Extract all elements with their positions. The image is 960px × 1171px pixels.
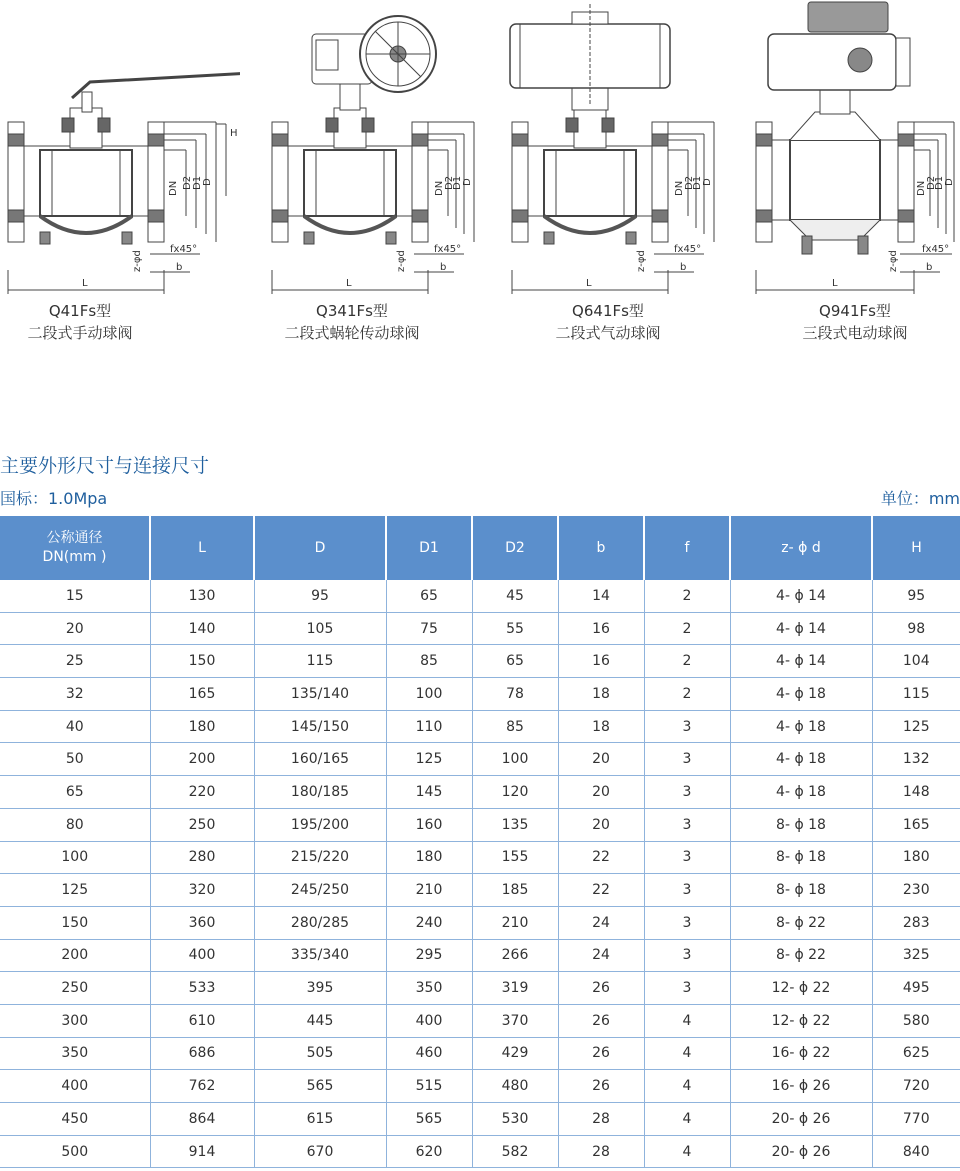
table-cell: 565 xyxy=(386,1103,472,1136)
header-l: L xyxy=(150,516,254,580)
header-d: D xyxy=(254,516,386,580)
table-row xyxy=(0,972,960,1005)
table-cell: 429 xyxy=(472,1037,558,1070)
table-cell: 2 xyxy=(644,580,730,612)
table-cell: 98 xyxy=(872,612,960,645)
dim-bolt-label: z-φd xyxy=(636,250,647,272)
table-cell: 12- ϕ 22 xyxy=(730,1004,872,1037)
valve-model: Q41Fs型 xyxy=(48,302,112,320)
table-cell: 670 xyxy=(254,1135,386,1168)
dim-d-label: D xyxy=(944,178,955,186)
table-cell: 505 xyxy=(254,1037,386,1070)
table-cell: 160/165 xyxy=(254,743,386,776)
table-row xyxy=(0,710,960,743)
dim-dn-label: DN xyxy=(168,180,179,196)
table-cell: 20 xyxy=(558,743,644,776)
dim-dn-label: DN xyxy=(916,180,927,196)
table-cell: 200 xyxy=(0,939,150,972)
table-row xyxy=(0,743,960,776)
table-row xyxy=(0,808,960,841)
table-cell: 2 xyxy=(644,645,730,678)
table-cell: 160 xyxy=(386,808,472,841)
dim-l-label: L xyxy=(586,278,592,289)
table-cell: 300 xyxy=(0,1004,150,1037)
table-cell: 864 xyxy=(150,1103,254,1136)
table-cell: 100 xyxy=(386,678,472,711)
table-cell: 266 xyxy=(472,939,558,972)
table-cell: 20 xyxy=(558,808,644,841)
table-cell: 400 xyxy=(386,1004,472,1037)
table-row xyxy=(0,841,960,874)
table-cell: 3 xyxy=(644,743,730,776)
dim-d-label: D xyxy=(202,178,213,186)
table-cell: 770 xyxy=(872,1103,960,1136)
table-row xyxy=(0,939,960,972)
dim-dn-label: DN xyxy=(674,180,685,196)
dim-bolt-label: z-φd xyxy=(888,250,899,272)
table-cell: 80 xyxy=(0,808,150,841)
table-cell: 65 xyxy=(472,645,558,678)
dim-d-label: D xyxy=(462,178,473,186)
table-cell: 180/185 xyxy=(254,776,386,809)
table-cell: 460 xyxy=(386,1037,472,1070)
table-cell: 8- ϕ 18 xyxy=(730,808,872,841)
valve-name: 二段式气动球阀 xyxy=(555,324,661,342)
dim-chamfer-label: fx45° xyxy=(922,244,950,255)
table-cell: 115 xyxy=(872,678,960,711)
table-cell: 250 xyxy=(150,808,254,841)
table-cell: 495 xyxy=(872,972,960,1005)
table-row xyxy=(0,776,960,809)
dim-b-label: b xyxy=(176,262,183,273)
table-cell: 395 xyxy=(254,972,386,1005)
table-cell: 350 xyxy=(0,1037,150,1070)
valve-caption-1 xyxy=(0,300,200,344)
table-cell: 4 xyxy=(644,1004,730,1037)
dim-l-label: L xyxy=(832,278,838,289)
table-cell: 78 xyxy=(472,678,558,711)
header-dn: 公称通径 DN(mm ) xyxy=(0,516,150,580)
table-cell: 445 xyxy=(254,1004,386,1037)
table-cell: 325 xyxy=(872,939,960,972)
header-b: b xyxy=(558,516,644,580)
table-cell: 140 xyxy=(150,612,254,645)
table-cell: 155 xyxy=(472,841,558,874)
table-cell: 625 xyxy=(872,1037,960,1070)
dim-d2-label: D2 xyxy=(926,175,937,190)
valve-caption-3 xyxy=(488,300,728,344)
dim-d1-label: D1 xyxy=(692,175,703,190)
table-cell: 4- ϕ 18 xyxy=(730,776,872,809)
table-cell: 15 xyxy=(0,580,150,612)
table-cell: 3 xyxy=(644,874,730,907)
table-cell: 4 xyxy=(644,1037,730,1070)
table-cell: 125 xyxy=(0,874,150,907)
table-row xyxy=(0,1004,960,1037)
table-cell: 230 xyxy=(872,874,960,907)
table-row xyxy=(0,874,960,907)
dim-h-label: H xyxy=(230,128,238,139)
dim-d2-label: D2 xyxy=(684,175,695,190)
header-bolts: z- ϕ d xyxy=(730,516,872,580)
table-row xyxy=(0,678,960,711)
table-cell: 26 xyxy=(558,1037,644,1070)
table-cell: 720 xyxy=(872,1070,960,1103)
valve-model: Q641Fs型 xyxy=(572,302,644,320)
table-row xyxy=(0,1037,960,1070)
table-cell: 16 xyxy=(558,612,644,645)
dim-b-label: b xyxy=(926,262,933,273)
dim-b-label: b xyxy=(680,262,687,273)
dim-chamfer-label: fx45° xyxy=(674,244,702,255)
table-cell: 320 xyxy=(150,874,254,907)
table-cell: 4 xyxy=(644,1135,730,1168)
table-cell: 16- ϕ 22 xyxy=(730,1037,872,1070)
table-cell: 3 xyxy=(644,841,730,874)
table-cell: 582 xyxy=(472,1135,558,1168)
table-cell: 533 xyxy=(150,972,254,1005)
table-cell: 16- ϕ 26 xyxy=(730,1070,872,1103)
dim-d1-label: D1 xyxy=(192,175,203,190)
table-cell: 110 xyxy=(386,710,472,743)
table-row xyxy=(0,1135,960,1168)
dim-d2-label: D2 xyxy=(444,175,455,190)
dim-l-label: L xyxy=(82,278,88,289)
table-cell: 3 xyxy=(644,808,730,841)
table-cell: 22 xyxy=(558,874,644,907)
valve-model: Q341Fs型 xyxy=(316,302,388,320)
table-cell: 85 xyxy=(472,710,558,743)
table-cell: 914 xyxy=(150,1135,254,1168)
table-cell: 360 xyxy=(150,906,254,939)
header-d2: D2 xyxy=(472,516,558,580)
table-cell: 8- ϕ 22 xyxy=(730,906,872,939)
table-cell: 104 xyxy=(872,645,960,678)
table-cell: 335/340 xyxy=(254,939,386,972)
table-cell: 295 xyxy=(386,939,472,972)
table-cell: 250 xyxy=(0,972,150,1005)
table-cell: 615 xyxy=(254,1103,386,1136)
valve-name: 二段式手动球阀 xyxy=(27,324,133,342)
table-cell: 319 xyxy=(472,972,558,1005)
table-cell: 215/220 xyxy=(254,841,386,874)
table-cell: 105 xyxy=(254,612,386,645)
table-cell: 280 xyxy=(150,841,254,874)
table-cell: 148 xyxy=(872,776,960,809)
table-cell: 4- ϕ 18 xyxy=(730,743,872,776)
table-cell: 350 xyxy=(386,972,472,1005)
table-cell: 210 xyxy=(386,874,472,907)
table-cell: 150 xyxy=(0,906,150,939)
manual-ball-valve-drawing xyxy=(0,0,240,300)
table-cell: 95 xyxy=(254,580,386,612)
table-cell: 530 xyxy=(472,1103,558,1136)
table-cell: 145/150 xyxy=(254,710,386,743)
table-cell: 22 xyxy=(558,841,644,874)
table-cell: 120 xyxy=(472,776,558,809)
table-cell: 180 xyxy=(386,841,472,874)
electric-ball-valve-drawing xyxy=(720,0,960,300)
table-row xyxy=(0,645,960,678)
table-cell: 3 xyxy=(644,972,730,1005)
table-body xyxy=(0,580,960,1168)
table-cell: 16 xyxy=(558,645,644,678)
table-cell: 100 xyxy=(0,841,150,874)
table-cell: 4- ϕ 14 xyxy=(730,645,872,678)
table-cell: 4- ϕ 14 xyxy=(730,580,872,612)
table-cell: 25 xyxy=(0,645,150,678)
valve-name: 三段式电动球阀 xyxy=(802,324,908,342)
table-cell: 2 xyxy=(644,612,730,645)
dim-d1-label: D1 xyxy=(452,175,463,190)
table-cell: 185 xyxy=(472,874,558,907)
dim-l-label: L xyxy=(346,278,352,289)
table-cell: 145 xyxy=(386,776,472,809)
table-cell: 4 xyxy=(644,1070,730,1103)
dimension-table xyxy=(0,516,960,1168)
table-cell: 115 xyxy=(254,645,386,678)
table-cell: 3 xyxy=(644,710,730,743)
table-cell: 28 xyxy=(558,1135,644,1168)
table-cell: 4- ϕ 18 xyxy=(730,678,872,711)
table-cell: 4 xyxy=(644,1103,730,1136)
table-cell: 75 xyxy=(386,612,472,645)
table-cell: 20- ϕ 26 xyxy=(730,1135,872,1168)
table-cell: 85 xyxy=(386,645,472,678)
table-row xyxy=(0,612,960,645)
table-cell: 245/250 xyxy=(254,874,386,907)
table-cell: 18 xyxy=(558,678,644,711)
table-cell: 762 xyxy=(150,1070,254,1103)
table-cell: 26 xyxy=(558,972,644,1005)
table-cell: 370 xyxy=(472,1004,558,1037)
table-cell: 3 xyxy=(644,939,730,972)
header-h: H xyxy=(872,516,960,580)
dim-d-label: D xyxy=(702,178,713,186)
table-row xyxy=(0,906,960,939)
dim-bolt-label: z-φd xyxy=(396,250,407,272)
table-cell: 686 xyxy=(150,1037,254,1070)
table-cell: 24 xyxy=(558,906,644,939)
table-cell: 28 xyxy=(558,1103,644,1136)
table-cell: 210 xyxy=(472,906,558,939)
table-cell: 26 xyxy=(558,1004,644,1037)
valve-caption-2 xyxy=(232,300,472,344)
dim-chamfer-label: fx45° xyxy=(434,244,462,255)
table-cell: 620 xyxy=(386,1135,472,1168)
header-f: f xyxy=(644,516,730,580)
table-cell: 400 xyxy=(0,1070,150,1103)
table-cell: 135 xyxy=(472,808,558,841)
table-cell: 8- ϕ 18 xyxy=(730,874,872,907)
dim-dn-label: DN xyxy=(434,180,445,196)
table-cell: 180 xyxy=(150,710,254,743)
valve-model: Q941Fs型 xyxy=(819,302,891,320)
table-cell: 2 xyxy=(644,678,730,711)
table-row xyxy=(0,580,960,612)
table-cell: 400 xyxy=(150,939,254,972)
table-cell: 565 xyxy=(254,1070,386,1103)
table-cell: 24 xyxy=(558,939,644,972)
table-cell: 280/285 xyxy=(254,906,386,939)
section-title: 主要外形尺寸与连接尺寸 xyxy=(0,455,210,477)
table-cell: 200 xyxy=(150,743,254,776)
table-cell: 240 xyxy=(386,906,472,939)
table-cell: 515 xyxy=(386,1070,472,1103)
table-cell: 165 xyxy=(872,808,960,841)
table-cell: 3 xyxy=(644,776,730,809)
table-cell: 500 xyxy=(0,1135,150,1168)
dim-b-label: b xyxy=(440,262,447,273)
table-cell: 14 xyxy=(558,580,644,612)
table-cell: 450 xyxy=(0,1103,150,1136)
table-cell: 480 xyxy=(472,1070,558,1103)
table-cell: 50 xyxy=(0,743,150,776)
table-cell: 283 xyxy=(872,906,960,939)
table-cell: 135/140 xyxy=(254,678,386,711)
standard-label: 国标：1.0Mpa xyxy=(0,489,108,508)
table-cell: 840 xyxy=(872,1135,960,1168)
table-cell: 55 xyxy=(472,612,558,645)
table-cell: 4- ϕ 18 xyxy=(730,710,872,743)
table-cell: 220 xyxy=(150,776,254,809)
table-cell: 20 xyxy=(0,612,150,645)
table-cell: 65 xyxy=(386,580,472,612)
table-cell: 150 xyxy=(150,645,254,678)
unit-label: 单位：mm xyxy=(880,489,960,508)
table-cell: 3 xyxy=(644,906,730,939)
table-cell: 130 xyxy=(150,580,254,612)
table-cell: 32 xyxy=(0,678,150,711)
table-row xyxy=(0,1070,960,1103)
table-cell: 195/200 xyxy=(254,808,386,841)
table-cell: 95 xyxy=(872,580,960,612)
table-cell: 18 xyxy=(558,710,644,743)
header-d1: D1 xyxy=(386,516,472,580)
valve-caption-4 xyxy=(735,300,960,344)
table-cell: 65 xyxy=(0,776,150,809)
dim-chamfer-label: fx45° xyxy=(170,244,198,255)
table-cell: 180 xyxy=(872,841,960,874)
table-header-row xyxy=(0,516,960,580)
dim-d2-label: D2 xyxy=(182,175,193,190)
table-cell: 12- ϕ 22 xyxy=(730,972,872,1005)
table-row xyxy=(0,1103,960,1136)
pneumatic-ball-valve-drawing xyxy=(480,0,720,300)
table-cell: 132 xyxy=(872,743,960,776)
table-cell: 165 xyxy=(150,678,254,711)
table-cell: 40 xyxy=(0,710,150,743)
table-cell: 45 xyxy=(472,580,558,612)
table-cell: 580 xyxy=(872,1004,960,1037)
table-cell: 4- ϕ 14 xyxy=(730,612,872,645)
dim-d1-label: D1 xyxy=(934,175,945,190)
table-cell: 610 xyxy=(150,1004,254,1037)
table-cell: 125 xyxy=(386,743,472,776)
valve-drawings xyxy=(0,0,960,350)
valve-name: 二段式蜗轮传动球阀 xyxy=(284,324,420,342)
table-cell: 8- ϕ 22 xyxy=(730,939,872,972)
table-cell: 125 xyxy=(872,710,960,743)
table-cell: 8- ϕ 18 xyxy=(730,841,872,874)
table-cell: 20 xyxy=(558,776,644,809)
table-cell: 100 xyxy=(472,743,558,776)
table-cell: 20- ϕ 26 xyxy=(730,1103,872,1136)
dim-bolt-label: z-φd xyxy=(132,250,143,272)
table-cell: 26 xyxy=(558,1070,644,1103)
worm-gear-ball-valve-drawing xyxy=(240,0,480,300)
